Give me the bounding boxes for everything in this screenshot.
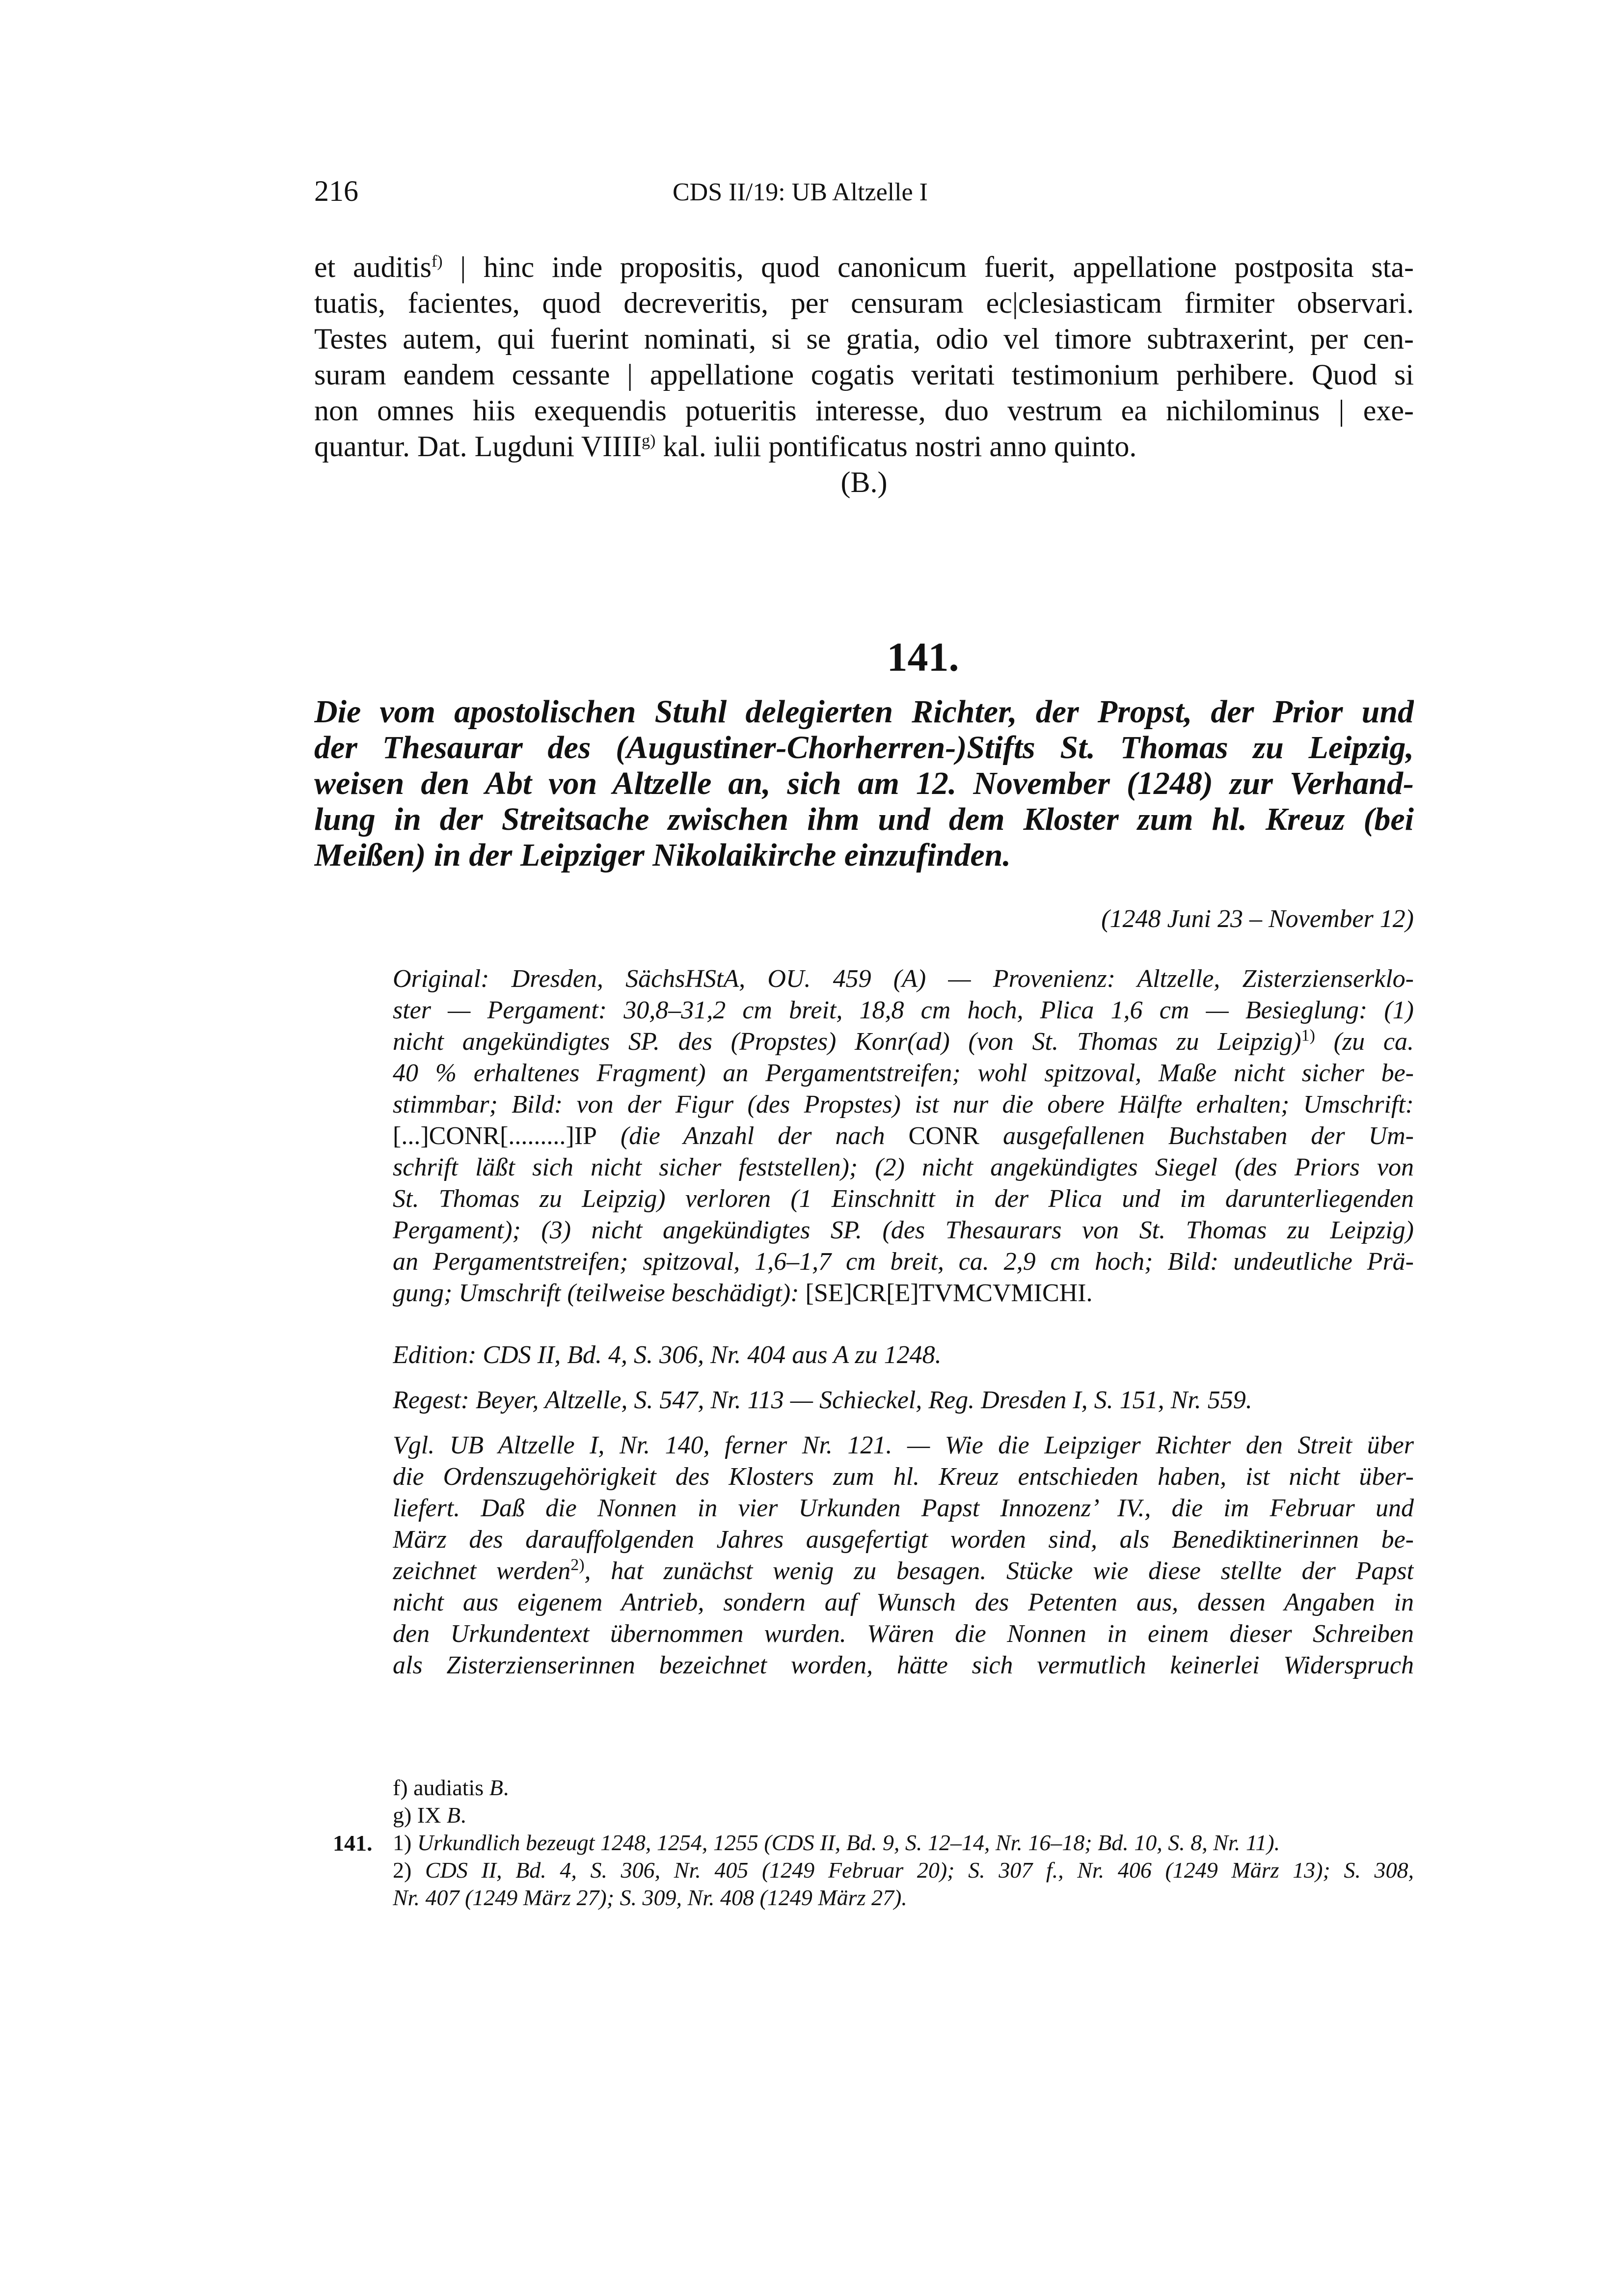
commentary-line: März des darauffolgenden Jahres ausgefertigt worden sind, als Benediktinerinnen be- xyxy=(393,1526,1414,1554)
apparatus-line: St. Thomas zu Leipzig) verloren (1 Einschnitt in der Plica und im darunterliegenden xyxy=(393,1185,1414,1213)
footnote-1: 1) Urkundlich bezeugt 1248, 1254, 1255 (CDS II, Bd. 9, S. 12–14, Nr. 16–18; Bd. 10, S. 8, Nr. 11). xyxy=(393,1830,1280,1855)
commentary-line: als Zisterzienserinnen bezeichnet worden, hätte sich vermutlich keinerlei Widerspruch xyxy=(393,1651,1414,1679)
commentary-line: die Ordenszugehörigkeit des Klosters zum hl. Kreuz entschieden haben, ist nicht über- xyxy=(393,1463,1414,1491)
text-line: non omnes hiis exequendis potueritis interesse, duo vestrum ea nichilominus | exe- xyxy=(314,394,1414,427)
footnote-f: f) audiatis B. xyxy=(393,1775,509,1800)
regest-reference-text: Regest: Beyer, Altzelle, S. 547, Nr. 113 — Schieckel, Reg. Dresden I, S. 151, Nr. 559. xyxy=(393,1386,1252,1414)
commentary xyxy=(393,1430,1414,1681)
apparatus-line: an Pergamentstreifen; spitzoval, 1,6–1,7 cm breit, ca. 2,9 cm hoch; Bild: undeutliche Prä- xyxy=(393,1248,1414,1276)
regest-line: Die vom apostolischen Stuhl delegierten Richter, der Propst, der Prior und xyxy=(314,694,1414,730)
apparatus-line: Pergament); (3) nicht angekündigtes SP. (des Thesaurars von St. Thomas zu Leipzig) xyxy=(393,1216,1414,1244)
apparatus-line: ster — Pergament: 30,8–31,2 cm breit, 18,8 cm hoch, Plica 1,6 cm — Besieglung: (1) xyxy=(393,996,1414,1024)
charter-text xyxy=(314,249,1414,500)
regest-line: weisen den Abt von Altzelle an, sich am 12. November (1248) zur Verhand- xyxy=(314,765,1414,801)
commentary-line: Vgl. UB Altzelle I, Nr. 140, ferner Nr. 121. — Wie die Leipziger Richter den Streit über xyxy=(393,1431,1414,1459)
apparatus-line: 40 % erhaltenes Fragment) an Pergamentstreifen; wohl spitzoval, Maße nicht sicher be- xyxy=(393,1059,1414,1087)
text-line: et auditis$^{f)}$ | hinc inde propositis, quod canonicum fuerit, appellatione postposita sta- xyxy=(314,251,1414,283)
edition-text: Edition: CDS II, Bd. 4, S. 306, Nr. 404 aus A zu 1248. xyxy=(393,1341,942,1369)
regest-heading xyxy=(314,694,1414,873)
document-number: 141. xyxy=(887,634,959,680)
regest-line: der Thesaurar des (Augustiner-Chorherren-)Stifts St. Thomas zu Leipzig, xyxy=(314,730,1414,765)
regest-line: Meißen) in der Leipziger Nikolaikirche einzufinden. xyxy=(314,837,1011,873)
document-date: (1248 Juni 23 – November 12) xyxy=(1101,905,1414,933)
apparatus-line: [...]CONR[.........]IP (die Anzahl der nach CONR ausgefallenen Buchstaben der Um- xyxy=(393,1122,1414,1150)
apparatus-line: gung; Umschrift (teilweise beschädigt): [SE]CR[E]TVMCVMICHI. xyxy=(393,1279,1093,1307)
commentary-line: den Urkundentext übernommen wurden. Wären die Nonnen in einem dieser Schreiben xyxy=(393,1620,1414,1648)
text-line: tuatis, facientes, quod decreveritis, per censuram ec|clesiasticam firmiter observari. xyxy=(314,287,1414,319)
apparatus-line: nicht angekündigtes SP. des (Propstes) Konr(ad) (von St. Thomas zu Leipzig)$^{1)}$ (zu ca. xyxy=(393,1026,1414,1056)
commentary-line: liefert. Daß die Nonnen in vier Urkunden Papst Innozenz’ IV., die im Februar und xyxy=(393,1494,1414,1522)
footnote-2-cont: Nr. 407 (1249 März 27); S. 309, Nr. 408 (1249 März 27). xyxy=(393,1885,907,1910)
footnote-g: g) IX B. xyxy=(393,1803,466,1828)
regest-line: lung in der Streitsache zwischen ihm und dem Kloster zum hl. Kreuz (bei xyxy=(314,801,1414,837)
source-mark: (B.) xyxy=(840,466,888,498)
apparatus-line: stimmbar; Bild: von der Figur (des Propstes) ist nur die obere Hälfte erhalten; Umschrift: xyxy=(393,1091,1414,1119)
text-line: Testes autem, qui fuerint nominati, si se gratia, odio vel timore subtraxerint, per cen- xyxy=(314,323,1414,355)
footnote-section-number: 141. xyxy=(333,1831,373,1856)
footnotes xyxy=(393,1774,1414,1912)
text-line: suram eandem cessante | appellatione cogatis veritati testimonium perhibere. Quod si xyxy=(314,358,1414,391)
commentary-line: nicht aus eigenem Antrieb, sondern auf Wunsch des Petenten aus, dessen Angaben in xyxy=(393,1588,1414,1616)
commentary-line: zeichnet werden$^{2)}$, hat zunächst wenig zu besagen. Stücke wie diese stellte der Papst xyxy=(393,1556,1414,1585)
text-line: quantur. Dat. Lugduni VIIII$^{g)}$ kal. iulii pontificatus nostri anno quinto. xyxy=(314,430,1137,463)
original-description xyxy=(393,963,1414,1309)
apparatus-line: schrift läßt sich nicht sicher feststellen); (2) nicht angekündigtes Siegel (des Priors von xyxy=(393,1153,1414,1181)
apparatus-line: Original: Dresden, SächsHStA, OU. 459 (A) — Provenienz: Altzelle, Zisterzienserklo- xyxy=(393,965,1414,993)
footnote-2: 2) CDS II, Bd. 4, S. 306, Nr. 405 (1249 Februar 20); S. 307 f., Nr. 406 (1249 März 13); S. 308, xyxy=(393,1858,1414,1883)
running-title: CDS II/19: UB Altzelle I xyxy=(673,178,928,206)
page-number: 216 xyxy=(314,175,358,207)
edition-line xyxy=(393,1339,1414,1371)
regest-reference xyxy=(393,1385,1414,1416)
